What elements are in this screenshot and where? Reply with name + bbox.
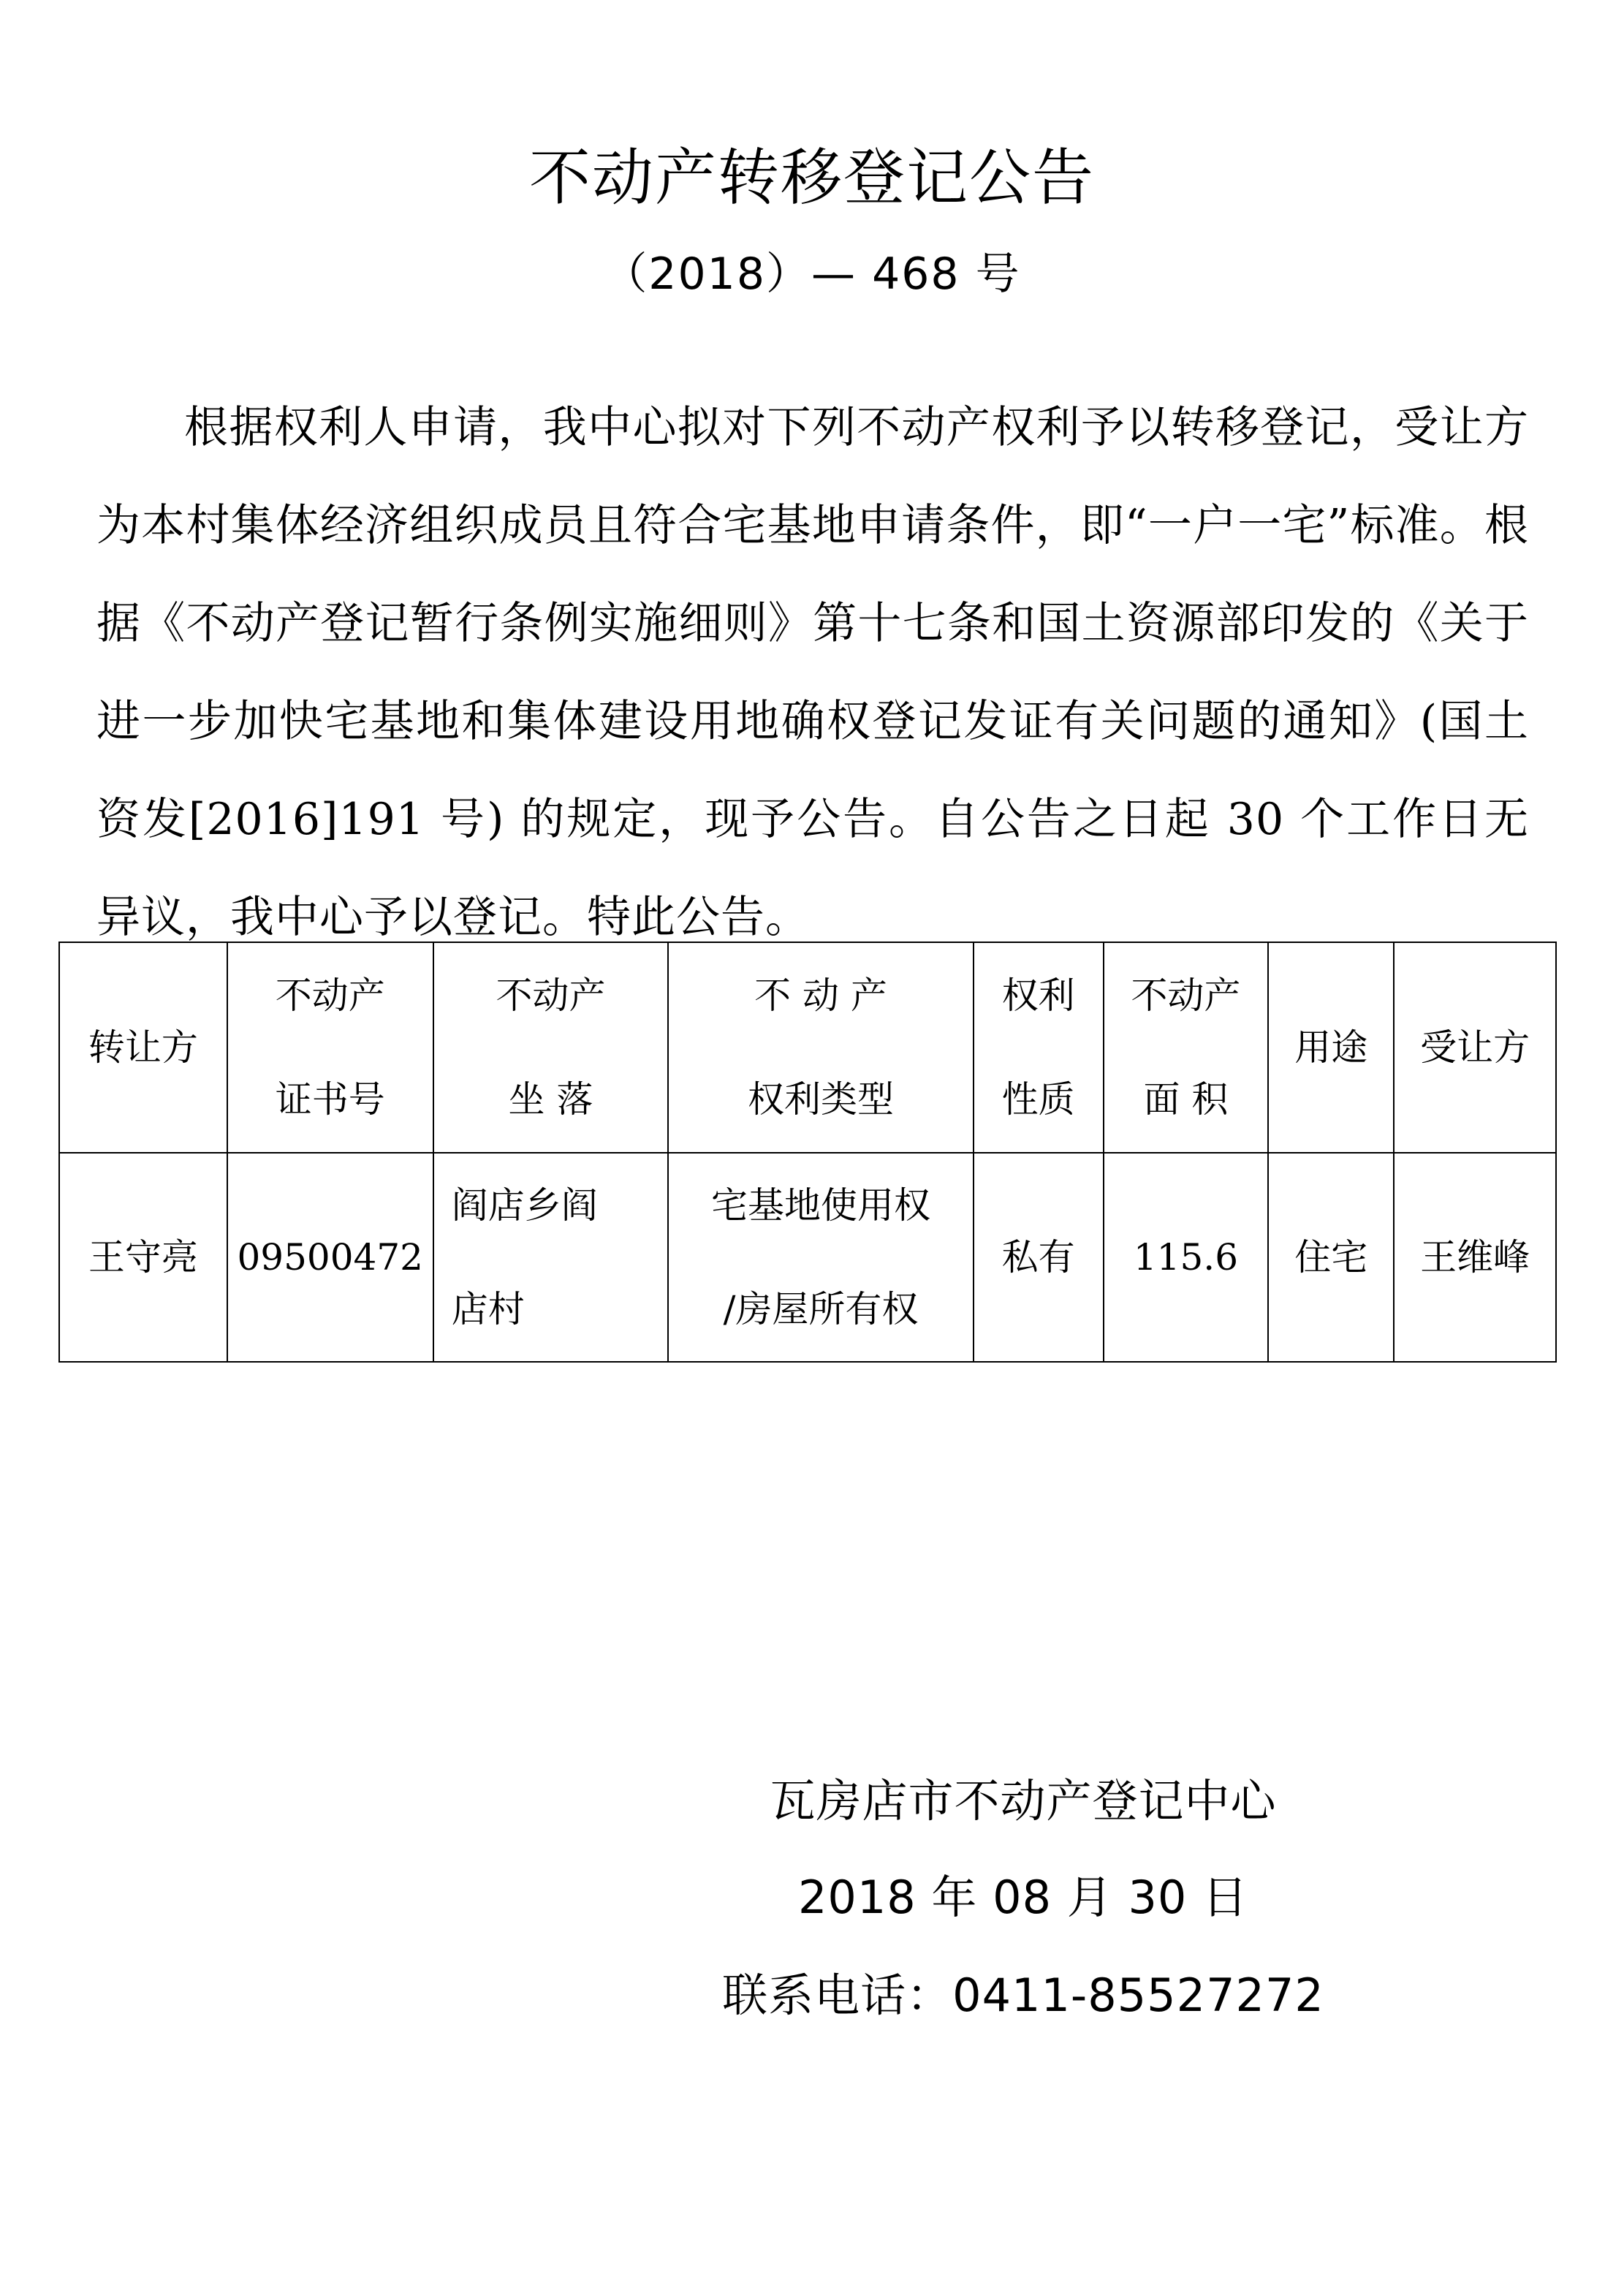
cell-area: 115.6	[1104, 1153, 1269, 1362]
header-area: 不动产 面 积	[1104, 942, 1269, 1153]
registration-table	[58, 942, 1557, 1363]
notice-number: （2018）— 468 号	[603, 249, 1021, 300]
header-usage: 用途	[1268, 942, 1394, 1153]
notice-title: 不动产转移登记公告	[528, 142, 1095, 213]
header-nature: 权利 性质	[974, 942, 1104, 1153]
header-transferee: 受让方	[1394, 942, 1556, 1153]
cell-nature: 私有	[974, 1153, 1104, 1362]
notice-body: 根据权利人申请，我中心拟对下列不动产权利予以转移登记，受让方为本村集体经济组织成员且符合宅基地申请条件，即“一户一宅”标准。根据《不动产登记暂行条例实施细则》第十七条和国土资源部印发的《关于进一步加快宅基地和集体建设用地确权登记发证有关问题的通知》(国土资发[2016]191 号) 的规定，现予公告。自公告之日起 30 个工作日无异议，我中心予以登记。特此公告。	[96, 402, 1529, 943]
cell-right-type: 宅基地使用权 /房屋所有权	[668, 1153, 973, 1362]
table-header-row	[59, 942, 1556, 1153]
header-certificate-no: 不动产 证书号	[227, 942, 433, 1153]
header-transferor: 转让方	[59, 942, 227, 1153]
cell-location: 阎店乡阎 店村	[433, 1153, 669, 1362]
header-right-type: 不 动 产 权利类型	[668, 942, 973, 1153]
cell-transferee: 王维峰	[1394, 1153, 1556, 1362]
table-row	[59, 1153, 1556, 1362]
contact-phone: 联系电话：0411-85527272	[722, 1969, 1324, 2022]
issuer-name: 瓦房店市不动产登记中心	[770, 1774, 1277, 1827]
issue-date: 2018 年 08 月 30 日	[797, 1871, 1249, 1924]
cell-certificate-no: 09500472	[227, 1153, 433, 1362]
header-location: 不动产 坐 落	[433, 942, 669, 1153]
cell-usage: 住宅	[1268, 1153, 1394, 1362]
cell-transferor: 王守亮	[59, 1153, 227, 1362]
